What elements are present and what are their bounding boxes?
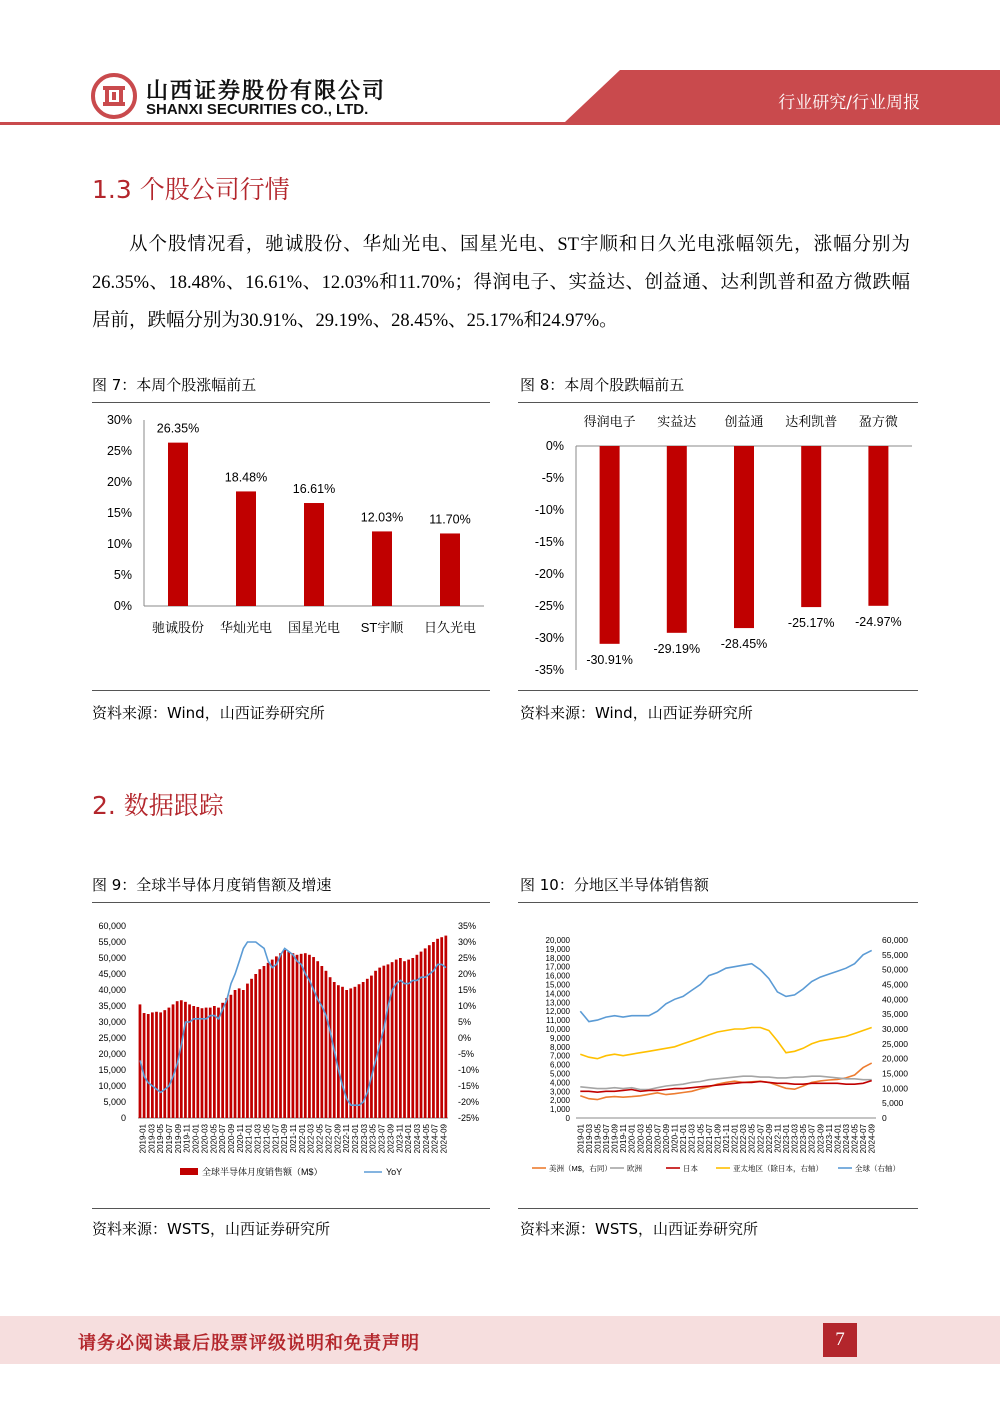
x-tick-label: 2023-05 bbox=[799, 1124, 809, 1154]
y-tick-label: 25% bbox=[106, 444, 132, 458]
page-number: 7 bbox=[823, 1323, 857, 1357]
bar bbox=[667, 446, 687, 633]
sales-bar bbox=[192, 1006, 195, 1118]
bar bbox=[440, 533, 460, 606]
x-tick-label: 2022-07 bbox=[324, 1124, 334, 1154]
sales-bar bbox=[246, 984, 249, 1118]
y-left-tick-label: 20,000 bbox=[545, 936, 570, 945]
x-tick-label: 2024-09 bbox=[867, 1124, 877, 1154]
x-tick-label: 2022-11 bbox=[342, 1124, 352, 1153]
x-tick-label: 驰诚股份 bbox=[151, 620, 205, 635]
sales-bar bbox=[205, 1008, 208, 1118]
x-tick-label: 2023-07 bbox=[807, 1124, 817, 1154]
sales-bar bbox=[391, 962, 394, 1118]
x-tick-label: 2022-03 bbox=[306, 1124, 316, 1154]
fig9-top-rule bbox=[92, 902, 490, 903]
x-tick-label: 华灿光电 bbox=[219, 620, 273, 635]
bar bbox=[734, 446, 754, 628]
y-right-tick-label: 20,000 bbox=[882, 1053, 908, 1064]
x-tick-label: 2019-09 bbox=[173, 1124, 183, 1154]
x-tick-label: 2019-07 bbox=[165, 1124, 174, 1154]
x-tick-label: 2021-01 bbox=[679, 1124, 689, 1154]
section-paragraph: 从个股情况看，驰诚股份、华灿光电、国星光电、ST宇顺和日久光电涨幅领先，涨幅分别为26.35%、18.48%、16.61%、12.03%和11.70%；得润电子、实益达、创益通、达利凯普和盈方微跌幅居前，跌幅分别为30.91%、29.19%、28.45%、25.17%和24.97%。 bbox=[92, 235, 910, 331]
sales-bar bbox=[370, 976, 373, 1118]
sales-bar bbox=[444, 936, 447, 1118]
bar bbox=[236, 491, 256, 606]
fig10-title: 图 10：分地区半导体销售额 bbox=[520, 876, 709, 894]
legend-swatch-sales bbox=[180, 1168, 198, 1175]
y-tick-label: -20% bbox=[534, 567, 564, 581]
x-tick-label: 达利凯普 bbox=[785, 414, 838, 429]
x-tick-label: 2019-11 bbox=[619, 1124, 629, 1153]
y-left-tick-label: 20,000 bbox=[98, 1049, 126, 1059]
y-left-tick-label: 25,000 bbox=[98, 1033, 126, 1043]
x-tick-label: 2019-03 bbox=[584, 1124, 594, 1154]
data-label: -28.45% bbox=[720, 637, 768, 652]
x-tick-label: 2019-01 bbox=[576, 1124, 586, 1154]
x-tick-label: 2020-03 bbox=[636, 1124, 646, 1154]
y-right-tick-label: 35% bbox=[458, 921, 477, 931]
x-tick-label: 2021-05 bbox=[262, 1124, 272, 1154]
sales-bar bbox=[234, 990, 237, 1118]
sales-bar bbox=[151, 1012, 154, 1118]
sales-bar bbox=[329, 977, 332, 1118]
y-left-tick-label: 15,000 bbox=[98, 1065, 126, 1075]
x-tick-label: 2023-11 bbox=[824, 1124, 834, 1153]
x-tick-label: 2021-11 bbox=[289, 1124, 298, 1153]
x-tick-label: 日久光电 bbox=[423, 620, 477, 635]
x-tick-label: 2024-03 bbox=[413, 1124, 422, 1154]
y-left-tick-label: 30,000 bbox=[98, 1017, 126, 1027]
x-tick-label: 创益通 bbox=[724, 414, 764, 429]
y-right-tick-label: -25% bbox=[458, 1113, 480, 1123]
y-tick-label: -10% bbox=[534, 503, 564, 517]
data-label: 11.70% bbox=[429, 512, 471, 527]
sales-bar bbox=[271, 960, 274, 1118]
x-tick-label: 2022-07 bbox=[756, 1124, 766, 1154]
x-tick-label: ST宇顺 bbox=[360, 620, 404, 635]
y-left-tick-label: 16,000 bbox=[545, 971, 570, 981]
fig10-source: 资料来源：WSTS，山西证券研究所 bbox=[520, 1220, 759, 1238]
x-tick-label: 2022-05 bbox=[747, 1124, 757, 1154]
y-left-tick-label: 19,000 bbox=[545, 944, 570, 954]
legend-label: 亚太地区（除日本，右轴） bbox=[733, 1164, 823, 1173]
bar bbox=[168, 443, 188, 606]
page-header bbox=[0, 0, 1000, 130]
y-tick-label: 10% bbox=[106, 537, 132, 551]
x-tick-label: 2022-01 bbox=[297, 1124, 307, 1154]
sales-bar bbox=[358, 984, 361, 1118]
x-tick-label: 2020-05 bbox=[209, 1124, 219, 1154]
x-tick-label: 2020-05 bbox=[644, 1124, 654, 1154]
y-right-tick-label: 40,000 bbox=[882, 994, 908, 1005]
section-title-2: 2. 数据跟踪 bbox=[92, 791, 224, 820]
y-right-tick-label: 15,000 bbox=[882, 1068, 908, 1079]
x-tick-label: 2020-03 bbox=[200, 1124, 210, 1154]
x-tick-label: 2024-07 bbox=[859, 1124, 869, 1154]
y-left-tick-label: 1,000 bbox=[549, 1105, 570, 1115]
y-right-tick-label: 25% bbox=[458, 953, 477, 963]
sales-bar bbox=[221, 1003, 224, 1118]
x-tick-label: 2023-09 bbox=[816, 1124, 826, 1154]
y-left-tick-label: 8,000 bbox=[549, 1042, 570, 1052]
y-tick-label: -25% bbox=[534, 599, 564, 613]
sales-bar bbox=[258, 969, 261, 1118]
y-left-tick-label: 10,000 bbox=[545, 1025, 570, 1034]
y-left-tick-label: 12,000 bbox=[545, 1007, 570, 1017]
x-tick-label: 2021-03 bbox=[687, 1124, 697, 1154]
sales-bar bbox=[374, 971, 377, 1118]
y-left-tick-label: 13,000 bbox=[545, 998, 570, 1008]
fig8-top-rule bbox=[518, 402, 918, 403]
data-label: 18.48% bbox=[224, 470, 268, 485]
header-divider bbox=[0, 122, 1000, 125]
y-left-tick-label: 5,000 bbox=[103, 1097, 126, 1107]
x-tick-label: 2023-01 bbox=[782, 1124, 791, 1154]
y-right-tick-label: 5% bbox=[458, 1017, 472, 1027]
sales-bar bbox=[184, 1002, 187, 1118]
data-label: 26.35% bbox=[156, 421, 200, 436]
y-left-tick-label: 55,000 bbox=[98, 937, 126, 947]
sales-bar bbox=[366, 979, 369, 1118]
y-right-tick-label: 10% bbox=[458, 1001, 477, 1011]
y-right-tick-label: 15% bbox=[458, 985, 477, 995]
bar bbox=[868, 446, 888, 606]
x-tick-label: 2023-01 bbox=[351, 1124, 360, 1154]
legend-label: 日本 bbox=[683, 1164, 698, 1173]
y-right-tick-label: 35,000 bbox=[882, 1009, 908, 1020]
bar bbox=[600, 446, 620, 644]
data-label: -24.97% bbox=[855, 614, 902, 629]
y-left-tick-label: 50,000 bbox=[98, 953, 126, 963]
x-tick-label: 2024-05 bbox=[421, 1124, 431, 1154]
data-label: -30.91% bbox=[586, 652, 633, 667]
x-tick-label: 2020-11 bbox=[235, 1124, 245, 1153]
fig8-source: 资料来源：Wind，山西证券研究所 bbox=[520, 704, 753, 722]
y-tick-label: 0% bbox=[545, 439, 564, 453]
y-left-tick-label: 4,000 bbox=[549, 1078, 570, 1088]
legend-label: 美洲（M$，右同） bbox=[549, 1164, 612, 1173]
y-tick-label: -35% bbox=[534, 663, 564, 677]
y-tick-label: 0% bbox=[113, 599, 132, 613]
y-right-tick-label: 60,000 bbox=[882, 935, 908, 945]
y-right-tick-label: 20% bbox=[458, 969, 477, 979]
sales-bar bbox=[304, 953, 307, 1118]
fig8-chart bbox=[518, 404, 918, 688]
y-left-tick-label: 11,000 bbox=[546, 1016, 570, 1026]
y-right-tick-label: 10,000 bbox=[882, 1083, 908, 1094]
x-tick-label: 2019-03 bbox=[147, 1124, 157, 1154]
sales-bar bbox=[382, 966, 385, 1118]
sales-bar bbox=[263, 966, 266, 1118]
x-tick-label: 2021-11 bbox=[722, 1124, 731, 1153]
fig7-title: 图 7：本周个股涨幅前五 bbox=[92, 376, 257, 394]
x-tick-label: 2023-03 bbox=[790, 1124, 800, 1154]
y-left-tick-label: 45,000 bbox=[98, 969, 126, 979]
sales-bar bbox=[196, 1007, 199, 1118]
y-left-tick-label: 17,000 bbox=[545, 962, 570, 972]
x-tick-label: 2020-11 bbox=[670, 1124, 680, 1153]
x-tick-label: 2021-01 bbox=[244, 1124, 254, 1154]
section-title: 1.3 个股公司行情 bbox=[92, 175, 290, 204]
y-right-tick-label: -10% bbox=[458, 1065, 480, 1075]
x-tick-label: 2021-07 bbox=[271, 1124, 281, 1154]
x-tick-label: 2019-07 bbox=[602, 1124, 611, 1154]
fig9-chart bbox=[92, 906, 490, 1206]
x-tick-label: 2021-05 bbox=[696, 1124, 706, 1154]
fig7-top-rule bbox=[92, 402, 490, 403]
x-tick-label: 2019-05 bbox=[156, 1124, 166, 1154]
sales-bar bbox=[180, 1000, 183, 1118]
x-tick-label: 2023-09 bbox=[386, 1124, 396, 1154]
x-tick-label: 2022-11 bbox=[773, 1124, 783, 1153]
y-right-tick-label: 30,000 bbox=[882, 1024, 908, 1034]
bar bbox=[801, 446, 821, 607]
sales-bar bbox=[159, 1012, 162, 1118]
sales-bar bbox=[254, 974, 257, 1118]
x-tick-label: 2023-05 bbox=[368, 1124, 378, 1154]
x-tick-label: 2022-09 bbox=[333, 1124, 343, 1154]
x-tick-label: 得润电子 bbox=[583, 414, 636, 429]
company-name-en: SHANXI SECURITIES CO., LTD. bbox=[146, 101, 369, 118]
x-tick-label: 盈方微 bbox=[858, 414, 898, 429]
x-tick-label: 2022-05 bbox=[315, 1124, 325, 1154]
legend-label-yoy: YoY bbox=[386, 1167, 403, 1177]
sales-bar bbox=[320, 966, 323, 1118]
y-tick-label: -5% bbox=[541, 471, 564, 485]
y-left-tick-label: 14,000 bbox=[545, 989, 570, 999]
sales-bar bbox=[424, 948, 427, 1118]
y-right-tick-label: 45,000 bbox=[882, 979, 908, 990]
y-left-tick-label: 60,000 bbox=[98, 921, 126, 931]
sales-bar bbox=[225, 998, 228, 1118]
x-tick-label: 2019-05 bbox=[593, 1124, 603, 1154]
y-left-tick-label: 3,000 bbox=[549, 1087, 570, 1097]
data-label: 16.61% bbox=[292, 482, 336, 497]
x-tick-label: 2020-07 bbox=[653, 1124, 663, 1154]
x-tick-label: 2024-09 bbox=[439, 1124, 449, 1154]
y-right-tick-label: 0 bbox=[882, 1113, 887, 1123]
y-tick-label: -30% bbox=[534, 631, 564, 645]
x-tick-label: 实益达 bbox=[657, 414, 697, 429]
x-tick-label: 2023-03 bbox=[359, 1124, 369, 1154]
y-tick-label: 20% bbox=[106, 475, 132, 489]
x-tick-label: 2022-03 bbox=[739, 1124, 749, 1154]
data-label: 12.03% bbox=[360, 510, 404, 525]
y-right-tick-label: 50,000 bbox=[882, 964, 908, 975]
sales-bar bbox=[292, 953, 295, 1118]
y-right-tick-label: -15% bbox=[458, 1081, 480, 1091]
sales-bar bbox=[354, 987, 357, 1118]
fig8-bottom-rule bbox=[518, 690, 918, 691]
x-tick-label: 国星光电 bbox=[287, 620, 341, 635]
sales-bar bbox=[296, 955, 299, 1118]
sales-bar bbox=[428, 945, 431, 1118]
fig10-bottom-rule bbox=[518, 1208, 918, 1209]
sales-bar bbox=[283, 950, 286, 1118]
x-tick-label: 2020-01 bbox=[191, 1124, 201, 1154]
x-tick-label: 2020-09 bbox=[227, 1124, 236, 1154]
bar bbox=[372, 531, 392, 606]
y-left-tick-label: 5,000 bbox=[549, 1069, 570, 1079]
x-tick-label: 2022-01 bbox=[730, 1124, 740, 1154]
fig8-title: 图 8：本周个股跌幅前五 bbox=[520, 376, 685, 394]
bar bbox=[304, 503, 324, 606]
y-left-tick-label: 10,000 bbox=[98, 1081, 126, 1091]
x-tick-label: 2024-01 bbox=[833, 1124, 843, 1154]
y-right-tick-label: 0% bbox=[458, 1033, 472, 1043]
sales-bar bbox=[403, 961, 406, 1118]
sales-bar bbox=[316, 961, 319, 1118]
sales-bar bbox=[217, 1008, 220, 1118]
y-left-tick-label: 35,000 bbox=[98, 1001, 126, 1011]
data-label: -29.19% bbox=[653, 641, 701, 656]
sales-bar bbox=[349, 988, 352, 1118]
sales-bar bbox=[312, 957, 315, 1118]
x-tick-label: 2024-07 bbox=[430, 1124, 440, 1154]
sales-bar bbox=[250, 979, 253, 1118]
sales-bar bbox=[267, 963, 270, 1118]
fig9-title: 图 9：全球半导体月度销售额及增速 bbox=[92, 876, 332, 894]
sales-bar bbox=[300, 954, 303, 1118]
sales-bar bbox=[341, 987, 344, 1118]
y-left-tick-label: 15,000 bbox=[545, 980, 570, 990]
sales-bar bbox=[201, 1008, 204, 1118]
sales-bar bbox=[168, 1008, 171, 1118]
sales-bar bbox=[209, 1008, 212, 1118]
sales-bar bbox=[275, 956, 278, 1118]
company-name-cn: 山西证券股份有限公司 bbox=[146, 79, 387, 104]
sales-bar bbox=[238, 988, 241, 1118]
x-tick-label: 2021-09 bbox=[280, 1124, 290, 1154]
y-tick-label: 30% bbox=[106, 413, 132, 427]
y-left-tick-label: 0 bbox=[565, 1114, 570, 1123]
y-left-tick-label: 6,000 bbox=[549, 1060, 570, 1070]
x-tick-label: 2022-09 bbox=[764, 1124, 774, 1154]
sales-bar bbox=[213, 1006, 216, 1118]
legend-label: 全球（右轴） bbox=[855, 1164, 900, 1173]
fig7-chart bbox=[92, 404, 490, 688]
y-right-tick-label: 30% bbox=[458, 937, 477, 947]
x-tick-label: 2019-09 bbox=[610, 1124, 620, 1154]
x-tick-label: 2024-01 bbox=[404, 1124, 414, 1154]
y-right-tick-label: 55,000 bbox=[882, 949, 908, 960]
sales-bar bbox=[287, 952, 290, 1118]
sales-bar bbox=[242, 990, 245, 1118]
x-tick-label: 2020-01 bbox=[627, 1124, 637, 1154]
x-tick-label: 2024-03 bbox=[842, 1124, 851, 1154]
x-tick-label: 2019-01 bbox=[138, 1124, 148, 1154]
y-left-tick-label: 40,000 bbox=[98, 985, 126, 995]
y-left-tick-label: 2,000 bbox=[549, 1096, 570, 1106]
y-tick-label: 15% bbox=[106, 506, 132, 520]
company-logo-icon bbox=[90, 72, 138, 120]
x-tick-label: 2021-03 bbox=[253, 1124, 263, 1154]
data-label: -25.17% bbox=[787, 616, 835, 631]
y-tick-label: -15% bbox=[534, 535, 564, 549]
x-tick-label: 2021-09 bbox=[713, 1124, 723, 1154]
y-left-tick-label: 18,000 bbox=[545, 953, 570, 963]
fig10-top-rule bbox=[518, 902, 918, 903]
x-tick-label: 2020-07 bbox=[218, 1124, 228, 1154]
fig9-bottom-rule bbox=[92, 1208, 490, 1209]
y-right-tick-label: 5,000 bbox=[882, 1098, 904, 1109]
x-tick-label: 2023-11 bbox=[395, 1124, 405, 1153]
series-line bbox=[580, 950, 871, 1021]
y-left-tick-label: 9,000 bbox=[549, 1033, 570, 1043]
sales-bar bbox=[279, 953, 282, 1118]
sales-bar bbox=[163, 1010, 166, 1118]
y-right-tick-label: -5% bbox=[458, 1049, 475, 1059]
fig9-source: 资料来源：WSTS，山西证券研究所 bbox=[92, 1220, 331, 1238]
fig7-bottom-rule bbox=[92, 690, 490, 691]
series-line bbox=[580, 1063, 871, 1100]
x-tick-label: 2024-05 bbox=[850, 1124, 860, 1154]
series-line bbox=[580, 1028, 871, 1059]
y-left-tick-label: 7,000 bbox=[549, 1051, 570, 1061]
y-right-tick-label: 25,000 bbox=[882, 1038, 908, 1049]
sales-bar bbox=[230, 995, 233, 1118]
fig7-source: 资料来源：Wind，山西证券研究所 bbox=[92, 704, 325, 722]
x-tick-label: 2023-07 bbox=[377, 1124, 387, 1154]
x-tick-label: 2019-11 bbox=[182, 1124, 192, 1153]
x-tick-label: 2020-09 bbox=[662, 1124, 671, 1154]
y-right-tick-label: -20% bbox=[458, 1097, 480, 1107]
sales-bar bbox=[143, 1013, 146, 1118]
fig10-chart bbox=[518, 906, 918, 1206]
sales-bar bbox=[387, 964, 390, 1118]
sales-bar bbox=[172, 1004, 175, 1118]
sales-bar bbox=[155, 1012, 158, 1118]
sales-bar bbox=[362, 982, 365, 1118]
sales-bar bbox=[325, 971, 328, 1118]
y-left-tick-label: 0 bbox=[120, 1113, 126, 1123]
report-category: 行业研究/行业周报 bbox=[778, 93, 920, 113]
legend-label-sales: 全球半导体月度销售额（M$） bbox=[202, 1167, 323, 1177]
legend-label: 欧洲 bbox=[627, 1164, 642, 1173]
footer-disclaimer: 请务必阅读最后股票评级说明和免责声明 bbox=[78, 1333, 420, 1354]
x-tick-label: 2021-07 bbox=[704, 1124, 714, 1154]
sales-bar bbox=[337, 985, 340, 1118]
y-tick-label: 5% bbox=[113, 568, 132, 582]
sales-bar bbox=[147, 1014, 150, 1118]
